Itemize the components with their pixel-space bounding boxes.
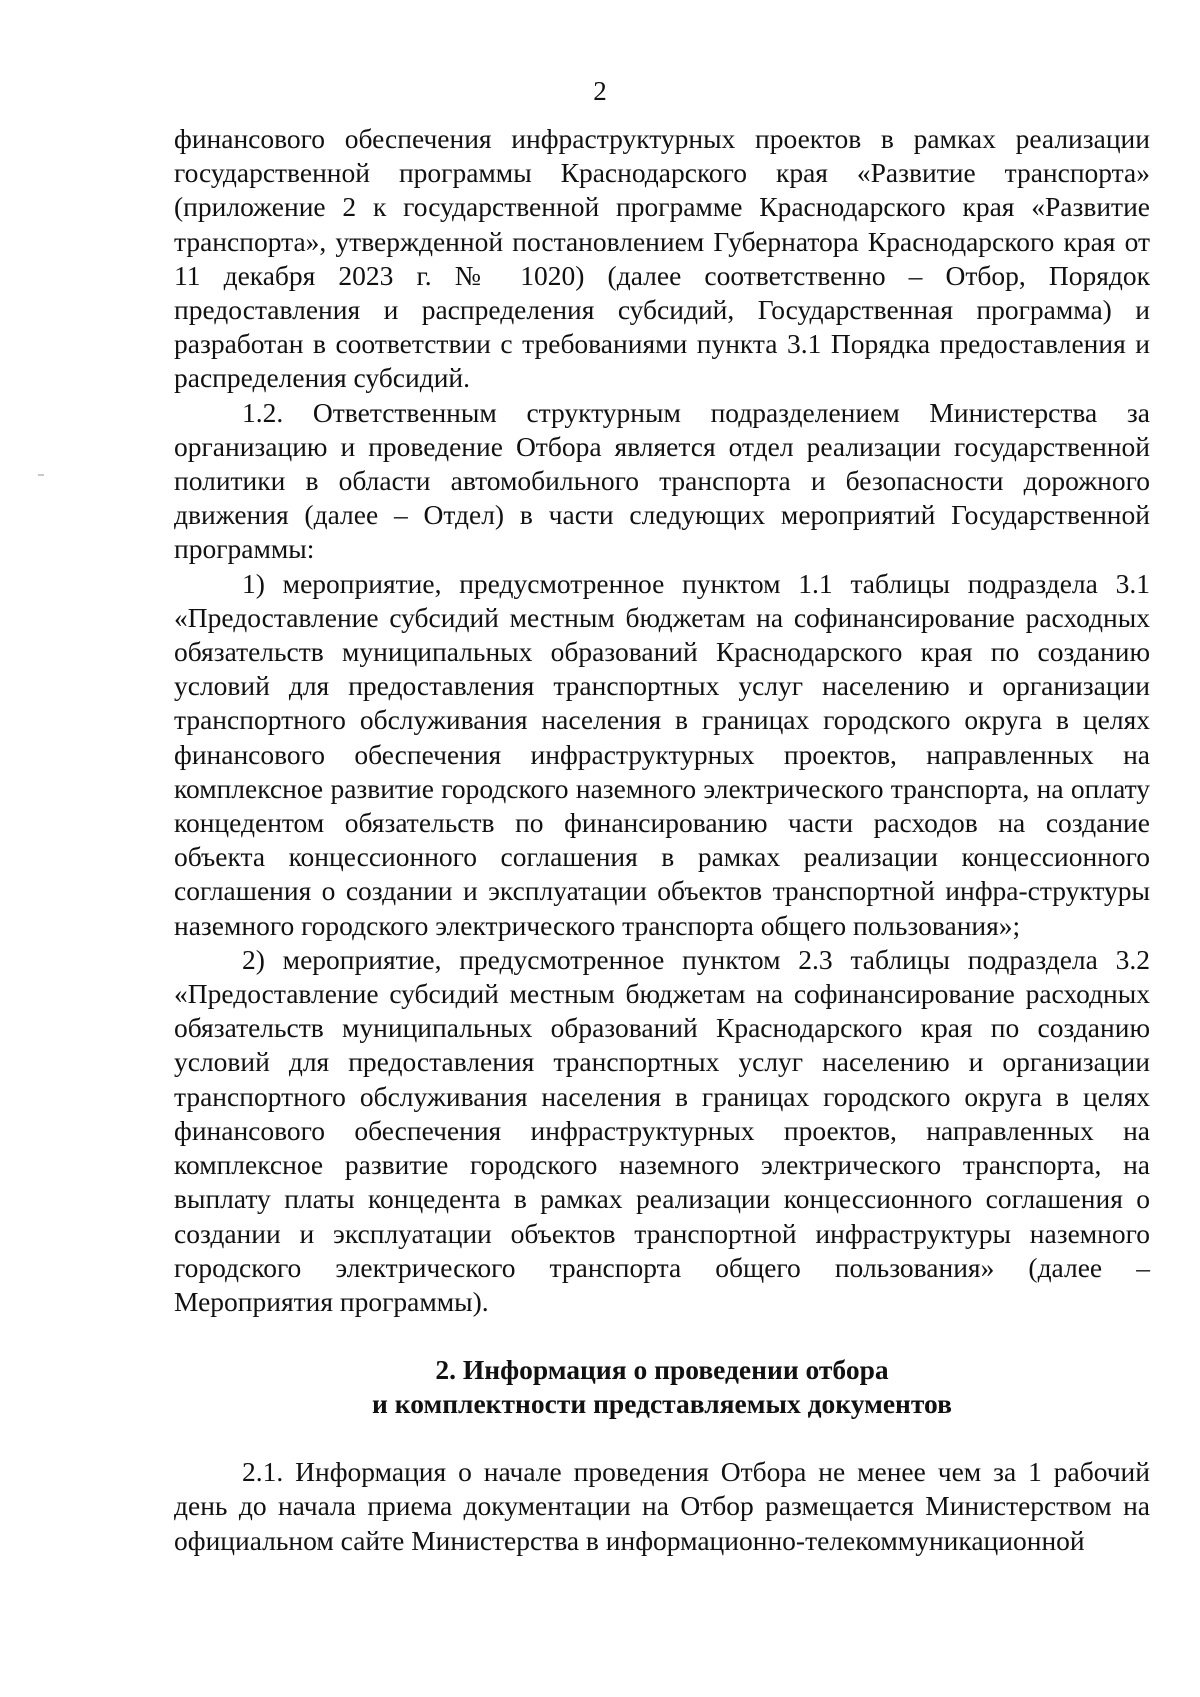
paragraph-2-1: 2.1. Информация о начале проведения Отбора не менее чем за 1 рабочий день до начала приема документации на Отбор размещается Министерством на официальном сайте Министерства в информационно-телекоммуникационной [174,1456,1150,1556]
scan-artifact [38,474,44,476]
document-body [174,122,1150,1558]
paragraph-continuation: финансового обеспечения инфраструктурных проектов в рамках реализации государственной программы Краснодарского края «Развитие транспорта» (приложение 2 к государственной программе Краснодарского края «Развитие транспорта», утвержденной постановлением Губернатора Краснодарского края от 11 декабря 2023 г. № 1020) (далее соответственно – Отбор, Порядок предоставления и распределения субсидий, Государственная программа) и разработан в соответствии с требованиями пункта 3.1 Порядка предоставления и распределения субсидий. [174,123,1150,394]
section-heading-line-2: и комплектности представляемых документов [372,1388,952,1420]
section-heading-line-1: 2. Информация о проведении отбора [435,1354,889,1386]
paragraph-1-2: 1.2. Ответственным структурным подразделением Министерства за организацию и проведение Отбора является отдел реализации государственной политики в области автомобильного транспорта и безопасности дорожного движения (далее – Отдел) в части следующих мероприятий Государственной программы: [174,396,1150,565]
paragraph-item-1: 1) мероприятие, предусмотренное пунктом 1.1 таблицы подраздела 3.1 «Предоставление субсидий местным бюджетам на софинансирование расходных обязательств муниципальных образований Краснодарского края по созданию условий для предоставления транспортных услуг населению и организации транспортного обслуживания населения в границах городского округа в целях финансового обеспечения инфраструктурных проектов, направленных на комплексное развитие городского наземного электрического транспорта, на оплату концедентом обязательств по финансированию части расходов на создание объекта концессионного соглашения в рамках реализации концессионного соглашения о создании и эксплуатации объектов транспортной инфра-структуры наземного городского электрического транспорта общего пользования»; [174,567,1150,941]
page-number: 2 [593,76,607,106]
paragraph-item-2: 2) мероприятие, предусмотренное пунктом 2.3 таблицы подраздела 3.2 «Предоставление субсидий местным бюджетам на софинансирование расходных обязательств муниципальных образований Краснодарского края по созданию условий для предоставления транспортных услуг населению и организации транспортного обслуживания населения в границах городского округа в целях финансового обеспечения инфраструктурных проектов, направленных на комплексное развитие городского наземного электрического транспорта, на выплату платы концедента в рамках реализации концессионного соглашения о создании и эксплуатации объектов транспортной инфраструктуры наземного городского электрического транспорта общего пользования» (далее – Мероприятия программы). [174,943,1150,1317]
section-heading [174,1353,1150,1421]
